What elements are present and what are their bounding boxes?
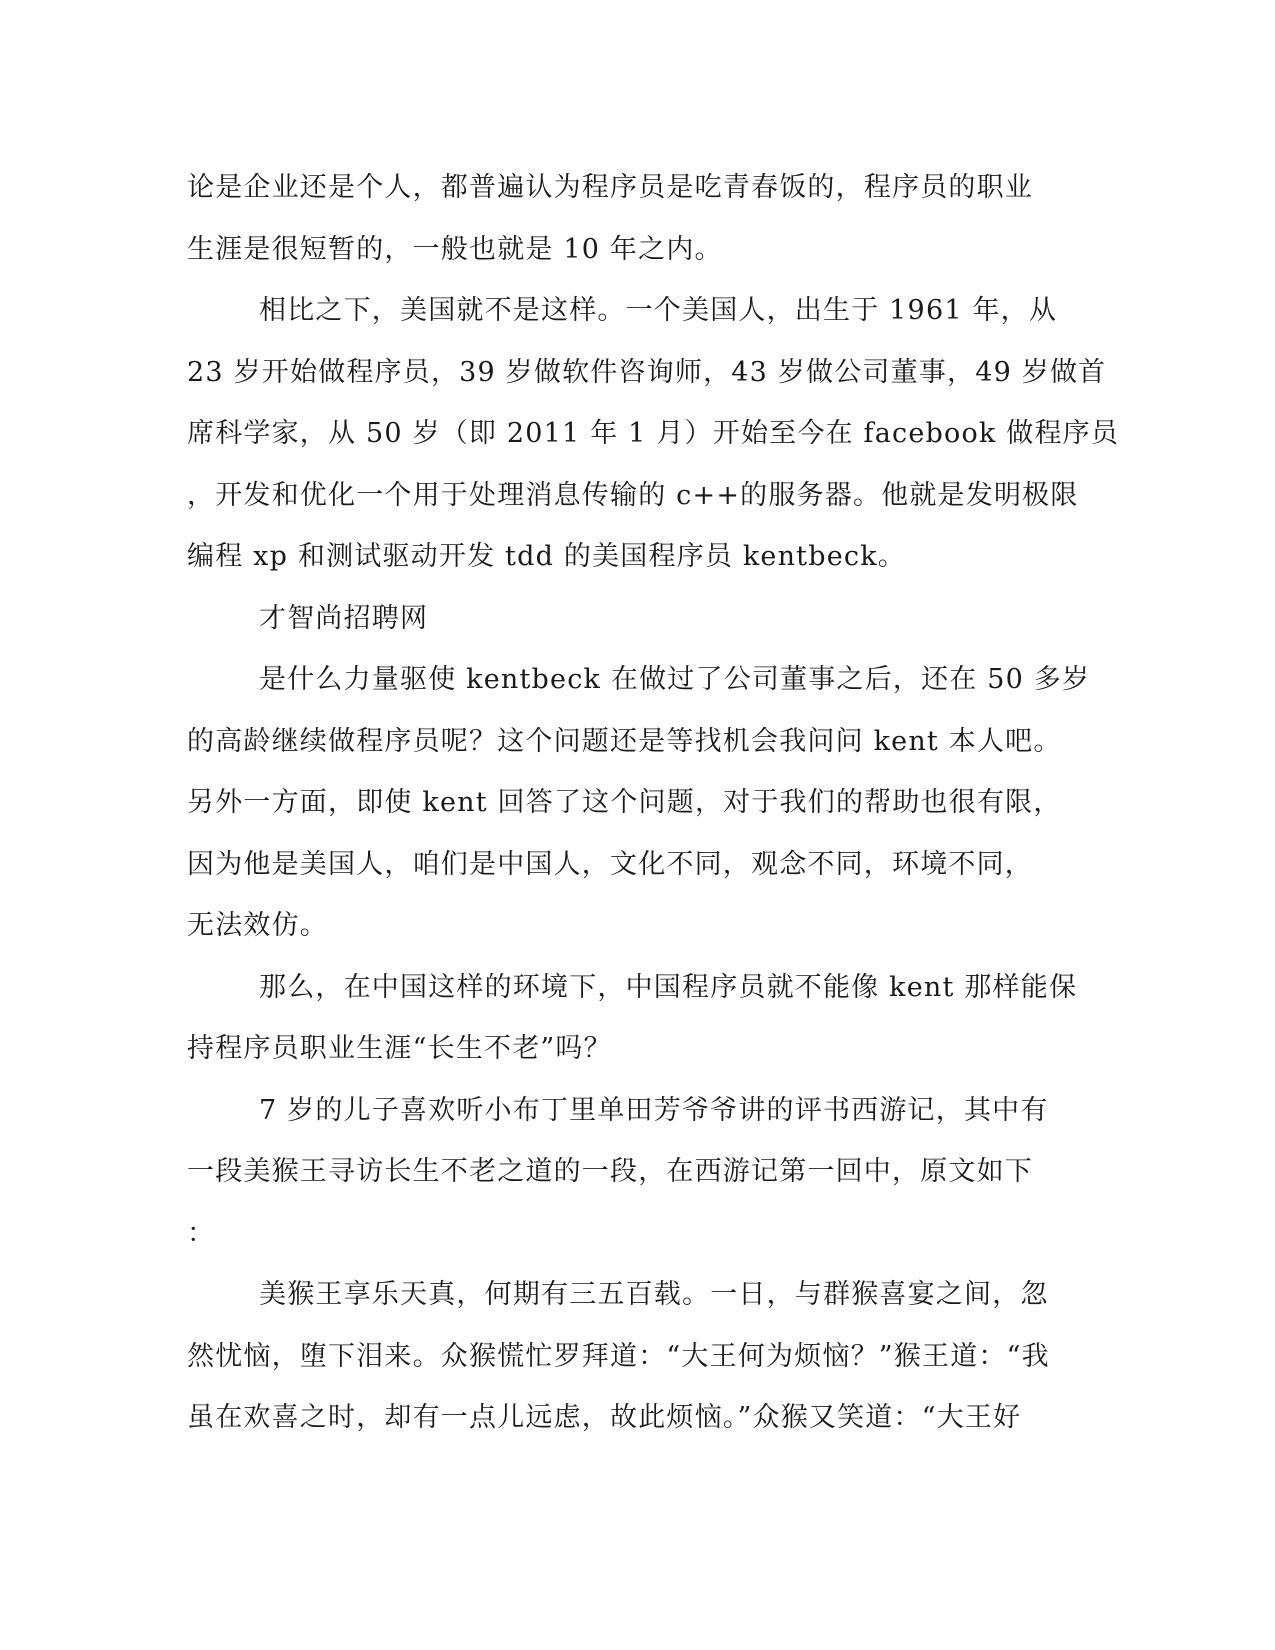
document-body bbox=[187, 157, 1120, 1449]
text-line-10: 的高龄继续做程序员呢？这个问题还是等找机会我问问 kent 本人吧。 bbox=[187, 725, 1062, 757]
text-line-17: 一段美猴王寻访长生不老之道的一段，在西游记第一回中，原文如下 bbox=[187, 1156, 1033, 1187]
text-line-9: 是什么力量驱使 kentbeck 在做过了公司董事之后，还在 50 多岁 bbox=[259, 664, 1091, 695]
text-line-15: 持程序员职业生涯“长生不老”吗？ bbox=[187, 1033, 612, 1064]
text-line-3: 相比之下，美国就不是这样。一个美国人，出生于 1961 年，从 bbox=[259, 295, 1058, 326]
text-line-2: 生涯是很短暂的，一般也就是 10 年之内。 bbox=[187, 233, 723, 265]
text-line-6: ，开发和优化一个用于处理消息传输的 c++的服务器。他就是发明极限 bbox=[187, 479, 1079, 511]
text-line-18: ： bbox=[187, 1217, 216, 1249]
text-line-20: 然忧恼，堕下泪来。众猴慌忙罗拜道：“大王何为烦恼？”猴王道：“我 bbox=[187, 1340, 1050, 1372]
text-line-14: 那么，在中国这样的环境下，中国程序员就不能像 kent 那样能保 bbox=[259, 971, 1078, 1003]
text-line-13: 无法效仿。 bbox=[187, 910, 328, 941]
text-line-19: 美猴王享乐天真，何期有三五百载。一日，与群猴喜宴之间，忽 bbox=[259, 1279, 1049, 1310]
text-line-21: 虽在欢喜之时，却有一点儿远虑，故此烦恼。”众猴又笑道：“大王好 bbox=[187, 1402, 1022, 1433]
text-line-8: 才智尚招聘网 bbox=[259, 602, 429, 634]
text-line-12: 因为他是美国人，咱们是中国人，文化不同，观念不同，环境不同， bbox=[187, 848, 1033, 880]
text-line-5: 席科学家，从 50 岁（即 2011 年 1 月）开始至今在 facebook 做程序员 bbox=[187, 418, 1120, 449]
text-line-7: 编程 xp 和测试驱动开发 tdd 的美国程序员 kentbeck。 bbox=[187, 541, 906, 572]
text-line-16: 7 岁的儿子喜欢听小布丁里单田芳爷爷讲的评书西游记，其中有 bbox=[259, 1094, 1049, 1126]
text-line-4: 23 岁开始做程序员，39 岁做软件咨询师，43 岁做公司董事，49 岁做首 bbox=[187, 356, 1107, 388]
text-line-11: 另外一方面，即使 kent 回答了这个问题，对于我们的帮助也很有限， bbox=[187, 787, 1062, 818]
text-line-1: 论是企业还是个人，都普遍认为程序员是吃青春饭的，程序员的职业 bbox=[187, 172, 1033, 203]
